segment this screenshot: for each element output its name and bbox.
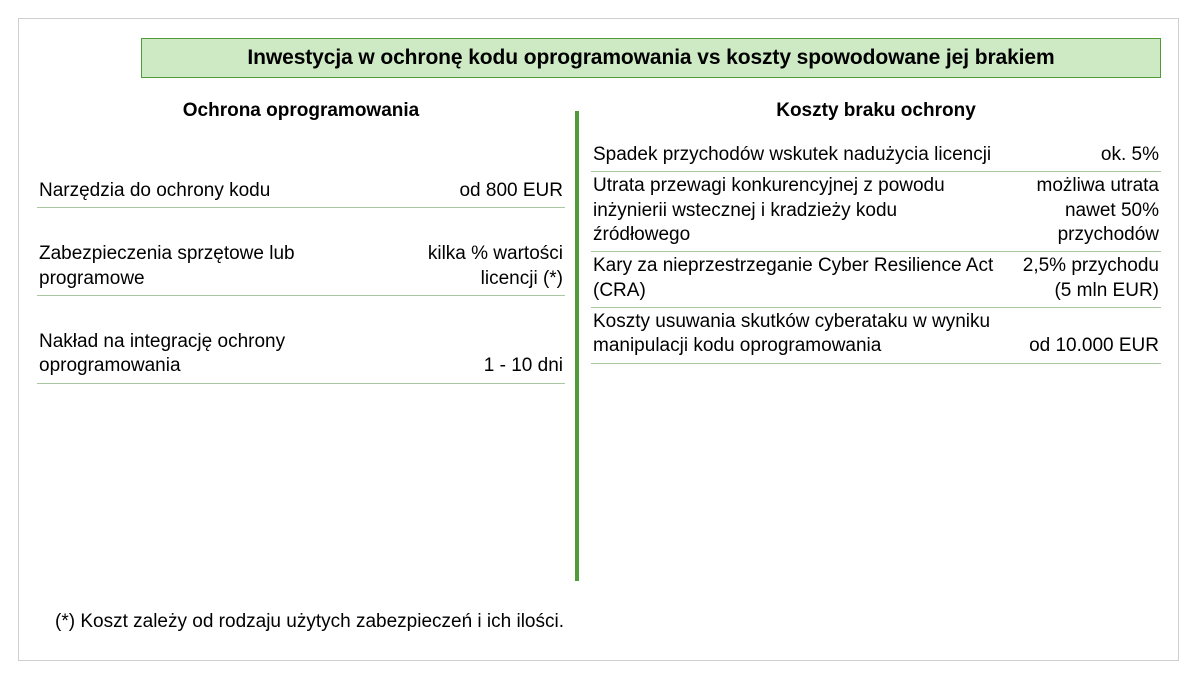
table-row — [591, 141, 1161, 172]
footnote: (*) Koszt zależy od rodzaju użytych zabezpieczeń i ich ilości. — [55, 611, 565, 632]
title-banner — [141, 38, 1161, 78]
cost-column-heading: Koszty braku ochrony — [776, 100, 976, 121]
row-label: Utrata przewagi konkurencyjnej z powodu inżynierii wstecznej i kradzieży kodu źródłowego — [591, 172, 1001, 252]
row-value: od 10.000 EUR — [1001, 307, 1161, 363]
cost-column — [591, 91, 1161, 364]
row-label: Koszty usuwania skutków cyberataku w wyniku manipulacji kodu oprogramowania — [591, 307, 1001, 363]
table-row — [37, 240, 565, 295]
column-divider — [575, 111, 579, 581]
protection-table — [37, 177, 565, 384]
table-row — [591, 307, 1161, 363]
row-value: ok. 5% — [1001, 141, 1161, 172]
cost-table — [591, 141, 1161, 364]
table-row — [591, 252, 1161, 308]
row-label: Kary za nieprzestrzeganie Cyber Resilience Act (CRA) — [591, 252, 1001, 308]
row-value: 1 - 10 dni — [375, 328, 565, 383]
row-value: kilka % wartości licencji (*) — [375, 240, 565, 295]
content-frame — [18, 18, 1179, 661]
page-title: Inwestycja w ochronę kodu oprogramowania vs koszty spowodowane jej brakiem — [247, 46, 1055, 69]
row-label: Nakład na integrację ochrony oprogramowania — [37, 328, 375, 383]
table-spacer — [37, 295, 565, 328]
table-spacer — [37, 208, 565, 241]
row-value: od 800 EUR — [375, 177, 565, 208]
row-label: Spadek przychodów wskutek nadużycia licencji — [591, 141, 1001, 172]
protection-column — [37, 91, 565, 384]
row-label: Zabezpieczenia sprzętowe lub programowe — [37, 240, 375, 295]
row-value: 2,5% przychodu (5 mln EUR) — [1001, 252, 1161, 308]
row-value: możliwa utrata nawet 50% przychodów — [1001, 172, 1161, 252]
protection-column-heading: Ochrona oprogramowania — [182, 100, 420, 121]
table-row — [37, 328, 565, 383]
comparison-columns — [19, 91, 1180, 591]
table-row — [37, 177, 565, 208]
table-row — [591, 172, 1161, 252]
row-label: Narzędzia do ochrony kodu — [37, 177, 375, 208]
